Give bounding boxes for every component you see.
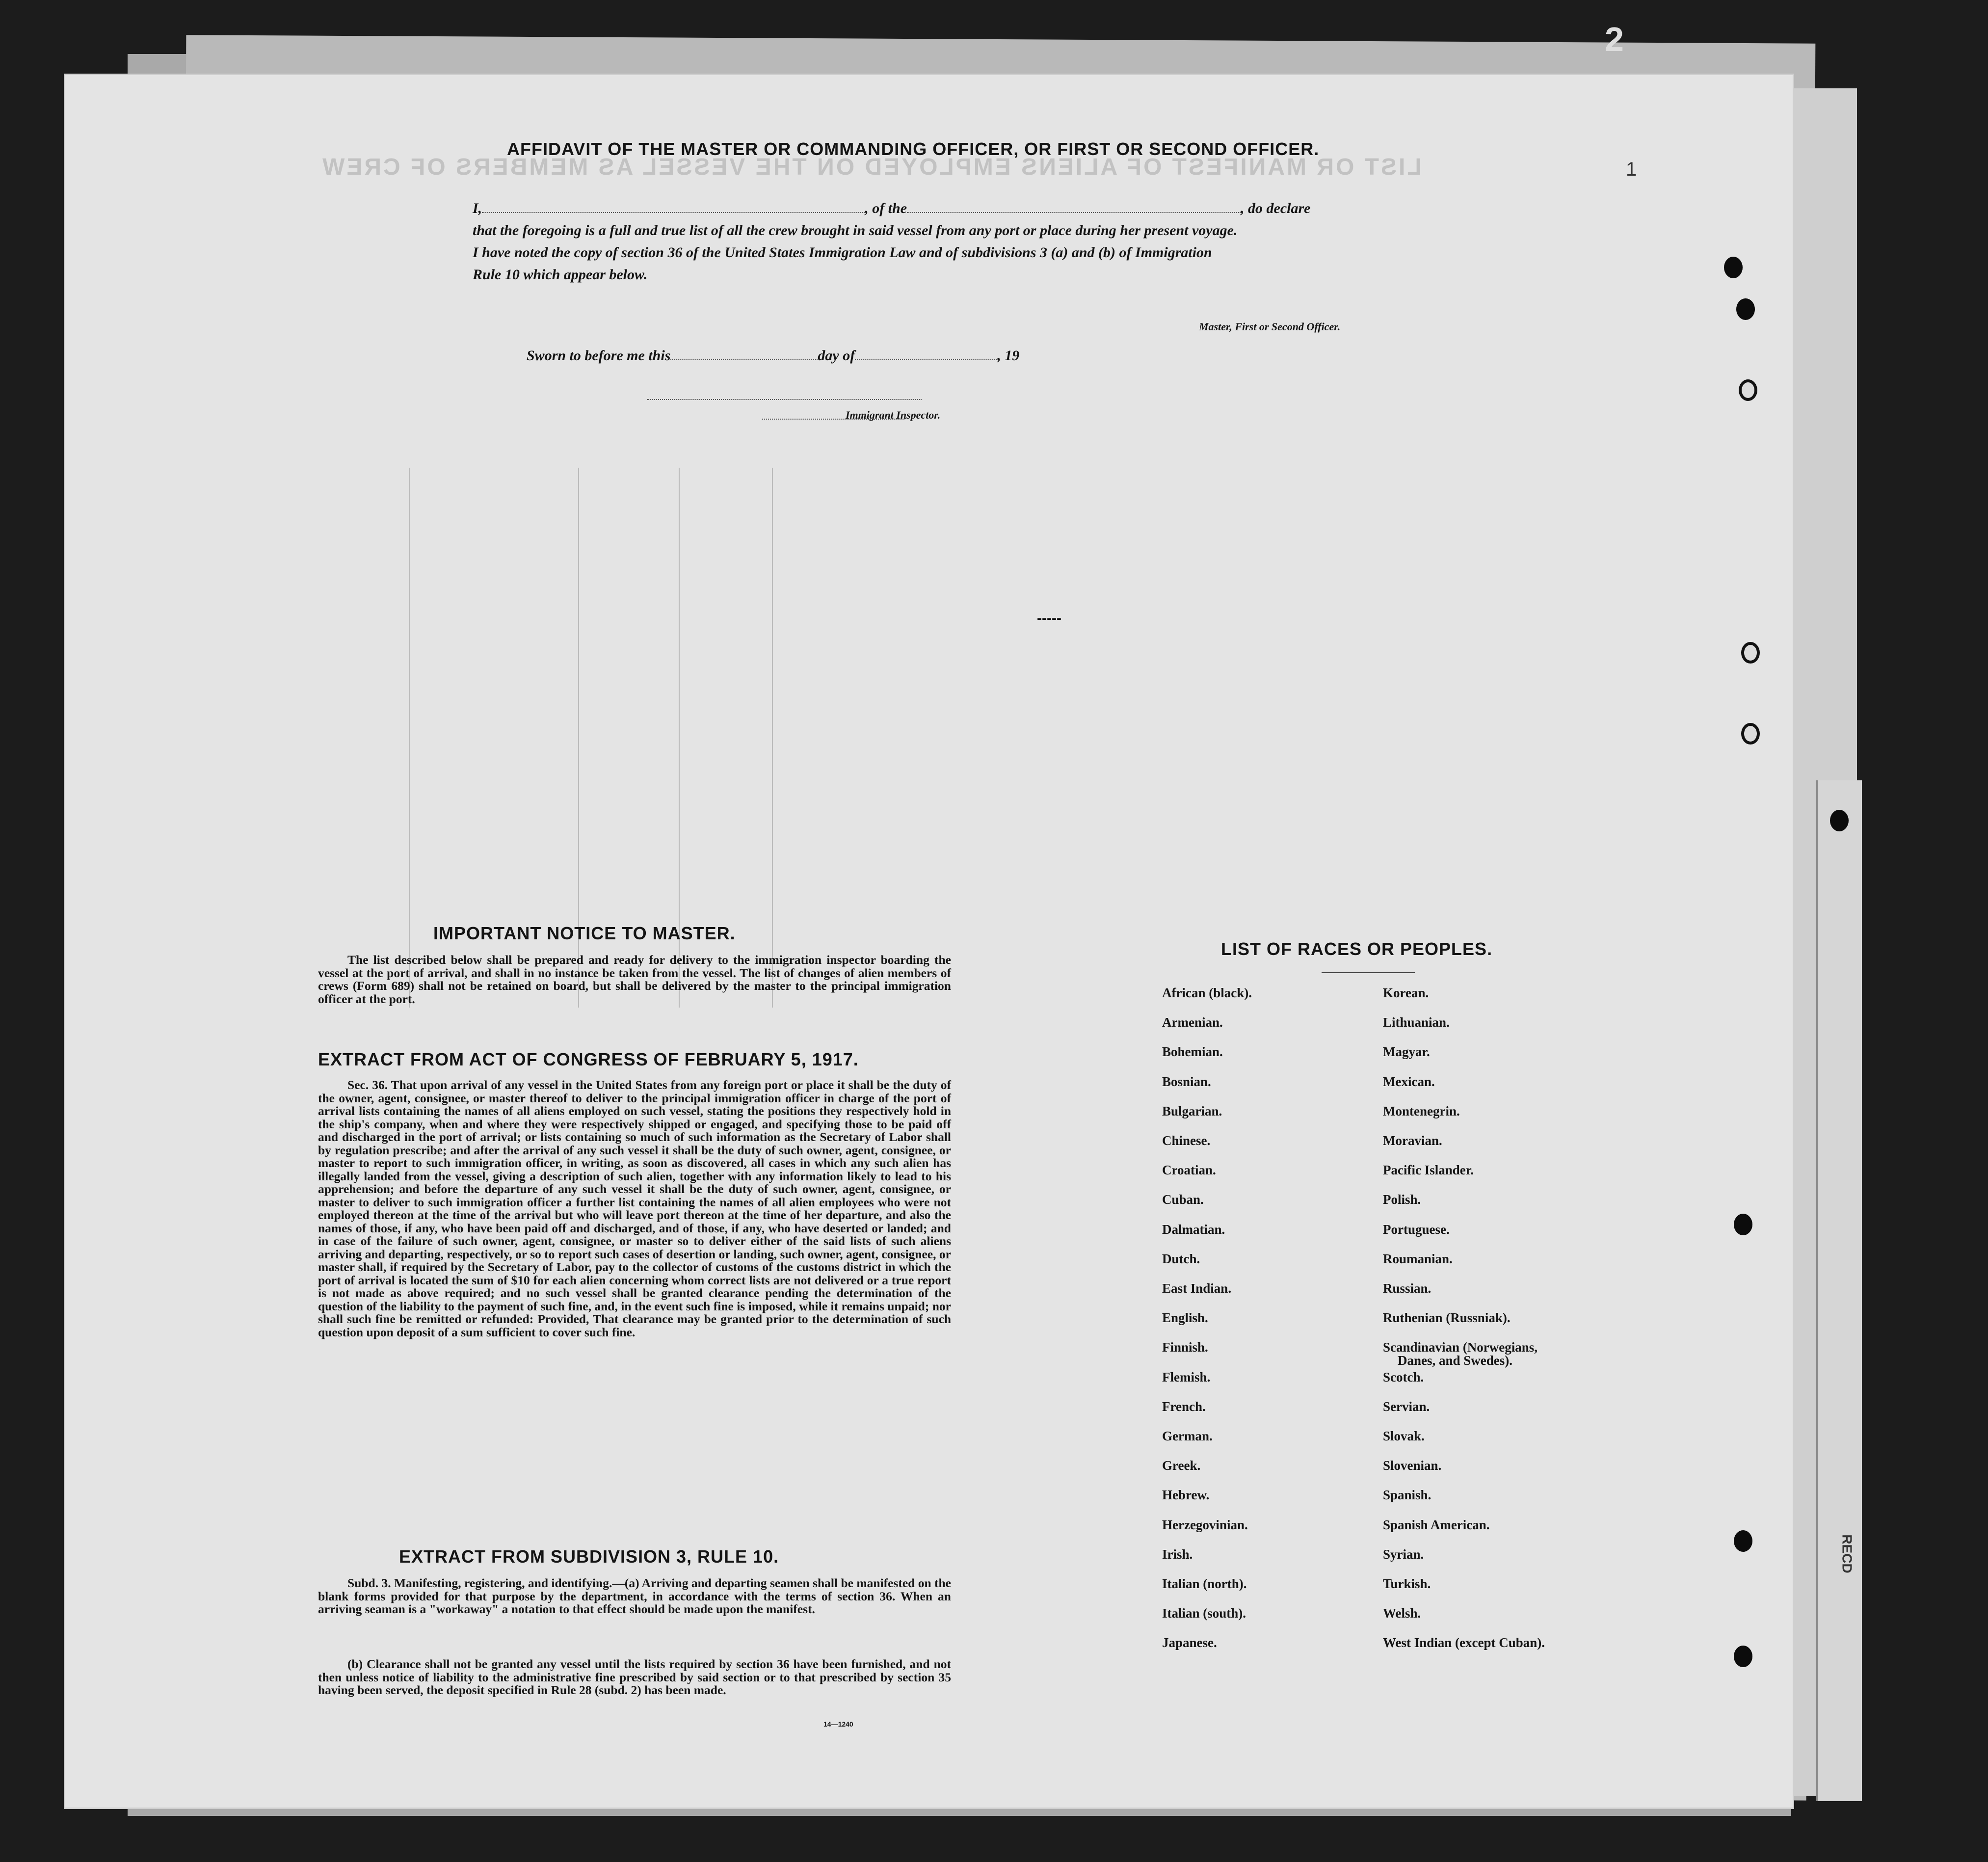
master-signature-label: Master, First or Second Officer. bbox=[1199, 320, 1341, 333]
race-item: Welsh. bbox=[1383, 1606, 1421, 1621]
affidavit-do-declare: , do declare bbox=[1241, 200, 1311, 216]
race-item: German. bbox=[1162, 1429, 1213, 1443]
sworn-line bbox=[527, 347, 1019, 364]
affidavit-i: I, bbox=[473, 200, 482, 216]
race-item: Ruthenian (Russniak). bbox=[1383, 1310, 1511, 1326]
race-item: Portuguese. bbox=[1383, 1222, 1450, 1237]
race-item: Magyar. bbox=[1383, 1044, 1430, 1060]
race-item: Italian (south). bbox=[1162, 1606, 1246, 1621]
race-item: Italian (north). bbox=[1162, 1576, 1247, 1591]
affidavit-line2: that the foregoing is a full and true list of all the crew brought in said vessel from any port or place during her present voyage. bbox=[473, 222, 1238, 239]
month-blank bbox=[855, 359, 997, 360]
act-text: Sec. 36. That upon arrival of any vessel in the United States from any foreign port or place it shall be the duty of the owner, agent, consignee, or master thereof to deliver to the principal immigration officer in charge of the port of arrival lists containing the names of all aliens employed on such vessel, stating the positions they respectively hold in the ship's company, when and where they were respectively shipped or engaged, and specifying those to be paid off and discharged in the port of arrival; or lists containing so much of such information as the Secretary of Labor shall by regulation prescribe; and after the arrival of any such vessel it shall be the duty of such owner, agent, consignee, or master to report to such immigration officer, in writing, as soon as discovered, all cases in which any such alien has illegally landed from the vessel, giving a description of such alien, together with any information likely to lead to his apprehension; and before the departure of any such vessel it shall be the duty of such owner, agent, consignee, or master to deliver to such immigration officer a further list containing the names of all alien employees who were not employed thereon at the time of the arrival but who will leave port thereon at the time of her departure, and also the names of those, if any, who have been paid off and discharged, and of those, if any, who have deserted or landed; and in case of the failure of such owner, agent, consignee, or master so to deliver either of the said lists of such aliens arriving and departing, respectively, or so to report such cases of desertion or landing, such owner, agent, consignee, or master shall, if required by the Secretary of Labor, pay to the collector of customs of the customs district in which the port of arrival is located the sum of $10 for each alien concerning whom correct lists are not delivered or a true report is not made as above required; and no such vessel shall be granted clearance pending the determination of the question of the liability to the payment of such fine, and, in the event such fine is imposed, while it remains unpaid; nor shall such fine be remitted or refunded: Provided, That clearance may be granted prior to the determination of such question upon deposit of a sum sufficient to cover such fine. bbox=[318, 1078, 951, 1339]
race-item: Irish. bbox=[1162, 1546, 1193, 1562]
race-item: Croatian. bbox=[1162, 1163, 1216, 1178]
race-item: Bohemian. bbox=[1162, 1044, 1223, 1060]
race-item: Japanese. bbox=[1162, 1635, 1217, 1650]
race-item: Bosnian. bbox=[1162, 1074, 1211, 1089]
affidavit-line3: I have noted the copy of section 36 of the United States Immigration Law and of subdivisions 3 (a) and (b) of Immigration bbox=[473, 244, 1212, 261]
act-title: EXTRACT FROM ACT OF CONGRESS OF FEBRUARY 5, 1917. bbox=[318, 1049, 859, 1069]
rule-text-b: (b) Clearance shall not be granted any vessel until the lists required by section 36 have been furnished, and not then unless notice of liability to the administrative fine prescribed by said section or to that prescribed by section 35 having been served, the deposit specified in Rule 28 (subd. 2) has been made. bbox=[318, 1657, 951, 1697]
race-item: Greek. bbox=[1162, 1458, 1201, 1473]
index-tab bbox=[1816, 780, 1862, 1801]
race-item: Dalmatian. bbox=[1162, 1222, 1225, 1237]
race-item: Herzegovinian. bbox=[1162, 1517, 1248, 1532]
race-item: Mexican. bbox=[1383, 1074, 1435, 1089]
race-item: Scandinavian (Norwegians, bbox=[1383, 1340, 1538, 1355]
race-item: Montenegrin. bbox=[1383, 1103, 1460, 1118]
race-item: Turkish. bbox=[1383, 1576, 1431, 1591]
name-blank bbox=[482, 212, 865, 213]
race-item: Cuban. bbox=[1162, 1192, 1204, 1207]
race-item: Korean. bbox=[1383, 985, 1429, 1000]
punch-hole bbox=[1734, 1646, 1752, 1667]
tab-label: RECD bbox=[1839, 1534, 1855, 1573]
race-item: Syrian. bbox=[1383, 1546, 1424, 1562]
inspector-label: Immigrant Inspector. bbox=[846, 409, 941, 421]
ghost-rule bbox=[409, 468, 410, 1008]
race-item: Chinese. bbox=[1162, 1133, 1211, 1148]
race-item: Scotch. bbox=[1383, 1369, 1424, 1384]
form-number: 14—1240 bbox=[823, 1720, 853, 1728]
vessel-blank bbox=[907, 212, 1241, 213]
race-item: Armenian. bbox=[1162, 1015, 1223, 1030]
document-page bbox=[64, 74, 1794, 1809]
tab-punch-hole bbox=[1830, 810, 1849, 831]
races-title-rule bbox=[1322, 972, 1415, 973]
race-item: Russian. bbox=[1383, 1281, 1431, 1296]
race-item: Spanish American. bbox=[1383, 1517, 1490, 1532]
race-item: Slovak. bbox=[1383, 1429, 1425, 1443]
race-item: Servian. bbox=[1383, 1399, 1430, 1414]
affidavit-line1 bbox=[473, 200, 1310, 217]
punch-hole bbox=[1736, 298, 1755, 320]
race-item: Dutch. bbox=[1162, 1251, 1200, 1266]
race-item: Spanish. bbox=[1383, 1488, 1431, 1503]
corner-mark: 1 bbox=[1626, 159, 1637, 180]
page-number-mark: 2 bbox=[1605, 20, 1624, 58]
day-of-text: day of bbox=[818, 347, 855, 364]
race-item: African (black). bbox=[1162, 985, 1252, 1000]
race-item: Roumanian. bbox=[1383, 1251, 1453, 1266]
races-title: LIST OF RACES OR PEOPLES. bbox=[1221, 939, 1493, 959]
race-item: English. bbox=[1162, 1310, 1208, 1326]
race-item: Moravian. bbox=[1383, 1133, 1442, 1148]
punch-hole bbox=[1741, 723, 1760, 745]
race-item: East Indian. bbox=[1162, 1281, 1232, 1296]
punch-hole bbox=[1734, 1214, 1752, 1235]
race-item: Slovenian. bbox=[1383, 1458, 1442, 1473]
race-item: Hebrew. bbox=[1162, 1488, 1210, 1503]
rule-title: EXTRACT FROM SUBDIVISION 3, RULE 10. bbox=[399, 1546, 779, 1567]
dashes-mark: ----- bbox=[1037, 610, 1061, 626]
inspector-signature-line bbox=[647, 399, 922, 400]
ghost-rule bbox=[772, 468, 773, 1008]
ghost-manifest-header: LIST OR MANIFEST OF ALIENS EMPLOYED ON THE VESSEL AS MEMBERS OF CREW bbox=[320, 154, 1422, 180]
race-item: Finnish. bbox=[1162, 1340, 1208, 1355]
affidavit-of-the: , of the bbox=[865, 200, 907, 216]
sworn-text: Sworn to before me this bbox=[527, 347, 671, 364]
notice-text: The list described below shall be prepared and ready for delivery to the immigration inspector boarding the vessel at the port of arrival, and shall in no instance be taken from the vessel. The list of changes of alien members of crews (Form 689) shall not be retained on board, but shall be delivered by the master to the principal immigration officer at the port. bbox=[318, 953, 951, 1006]
race-item: West Indian (except Cuban). bbox=[1383, 1635, 1545, 1650]
race-item: Lithuanian. bbox=[1383, 1015, 1450, 1030]
race-item: Bulgarian. bbox=[1162, 1103, 1222, 1118]
race-item: Danes, and Swedes). bbox=[1398, 1353, 1513, 1368]
rule-text-a: Subd. 3. Manifesting, registering, and identifying.—(a) Arriving and departing seamen shall be manifested on the blank forms provided for that purpose by the department, in accordance with the terms of section 36. When an arriving seaman is a "workaway" a notation to that effect should be made upon the manifest. bbox=[318, 1576, 951, 1616]
punch-hole bbox=[1734, 1530, 1752, 1552]
year-text: , 19 bbox=[997, 347, 1020, 364]
punch-hole bbox=[1724, 257, 1743, 278]
punch-hole bbox=[1739, 379, 1757, 401]
race-item: Flemish. bbox=[1162, 1369, 1211, 1384]
sworn-day-blank bbox=[670, 359, 818, 360]
affidavit-title: AFFIDAVIT OF THE MASTER OR COMMANDING OFFICER, OR FIRST OR SECOND OFFICER. bbox=[507, 139, 1320, 159]
race-item: French. bbox=[1162, 1399, 1206, 1414]
race-item: Pacific Islander. bbox=[1383, 1163, 1474, 1178]
punch-hole bbox=[1741, 642, 1760, 664]
affidavit-line4: Rule 10 which appear below. bbox=[473, 266, 648, 283]
notice-title: IMPORTANT NOTICE TO MASTER. bbox=[433, 923, 736, 943]
race-item: Polish. bbox=[1383, 1192, 1421, 1207]
